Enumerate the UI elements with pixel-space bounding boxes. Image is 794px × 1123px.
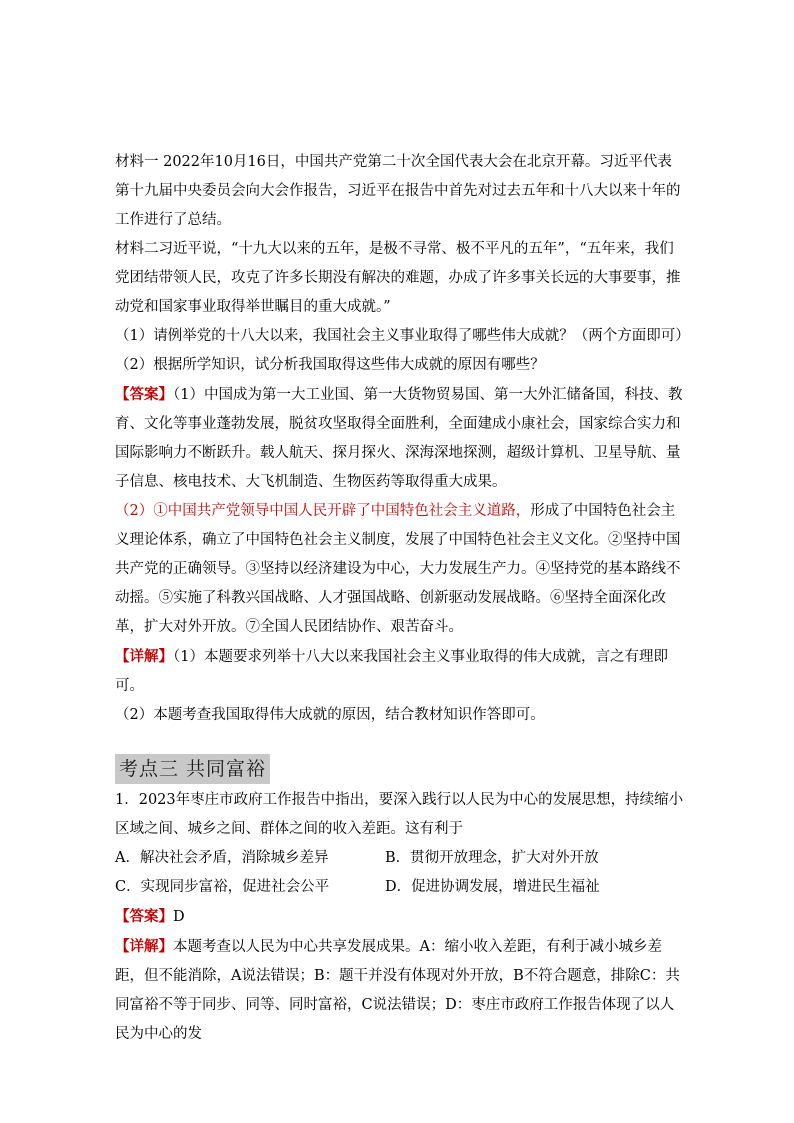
answer-two-text: 形成了中国特色社会主义理论体系，确立了中国特色社会主义制度，发展了中国特色社会主义文化。②坚持中国共产党的正确领导。③坚持以经济建设为中心，大力发展生产力。④坚持党的基本路线不动摇。⑤实施了科教兴国战略、人才强国战略、创新驱动发展战略。⑥坚持全面深化改革，扩大对外开放。⑦全国人民团结协作、艰苦奋斗。 <box>115 503 681 635</box>
section-heading: 考点三 共同富裕 <box>115 754 270 784</box>
question-text: 1．2023年枣庄市政府工作报告中指出，要深入践行以人民为中心的发展思想，持续缩小区域之间、城乡之间、群体之间的收入差距。这有利于 <box>115 792 684 837</box>
detail-one <box>115 642 685 701</box>
question-answer <box>115 902 685 932</box>
answer-one-text: （1）中国成为第一大工业国、第一大货物贸易国、第一大外汇储备国，科技、教育、文化等事业蓬勃发展，脱贫攻坚取得全面胜利，全面建成小康社会，国家综合实力和国际影响力不断跃升。载人航天、探月探火、深海深地探测，超级计算机、卫星导航、量子信息、核电技术、大飞机制造、生物医药等取得重大成果。 <box>115 387 683 490</box>
detail-tag: 【详解】 <box>115 648 173 665</box>
option-c: C．实现同步富裕，促进社会公平 <box>115 879 330 895</box>
document-page <box>115 148 690 1049</box>
question-one: （1）请例举党的十八大以来，我国社会主义事业取得了哪些伟大成就？（两个方面即可） <box>115 328 690 344</box>
option-a: A．解决社会矛盾，消除城乡差异 <box>115 850 329 866</box>
answer-two <box>115 497 685 642</box>
material-two: 材料二习近平说，“十九大以来的五年，是极不寻常、极不平凡的五年”，“五年来，我们党团结带领人民，攻克了许多长期没有解决的难题，办成了许多事关长远的大事要事，推动党和国家事业取得举世瞩目的重大成就。” <box>115 241 681 315</box>
option-d: D．促进协调发展，增进民生福祉 <box>385 879 600 895</box>
option-b: B．贯彻开放理念，扩大对外开放 <box>385 850 599 866</box>
detail-text: 本题考查以人民为中心共享发展成果。A：缩小收入差距，有利于减小城乡差距，但不能消除，A说法错误；B：题干并没有体现对外开放，B不符合题意，排除C：共同富裕不等于同步、同等、同时富裕，C说法错误；D：枣庄市政府工作报告体现了以人民为中心的发 <box>115 939 680 1042</box>
answer-tag-2: 【答案】 <box>115 908 173 925</box>
question-detail <box>115 932 685 1049</box>
answer-two-highlight: ①中国共产党领导中国人民开辟了中国特色社会主义道路， <box>153 503 531 519</box>
detail-tag-2: 【详解】 <box>115 938 173 955</box>
material-one: 材料一 2022年10月16日，中国共产党第二十次全国代表大会在北京开幕。习近平代表第十九届中央委员会向大会作报告，习近平在报告中首先对过去五年和十八大以来十年的工作进行了总结。 <box>115 154 681 228</box>
answer-two-prefix: （2） <box>115 503 154 519</box>
options-list <box>115 844 685 902</box>
question-two: （2）根据所学知识，试分析我国取得这些伟大成就的原因有哪些？ <box>115 357 545 373</box>
answer-value: D <box>173 909 185 925</box>
answer-tag: 【答案】 <box>115 386 173 403</box>
detail-two: （2）本题考查我国取得伟大成就的原因，结合教材知识作答即可。 <box>115 707 545 723</box>
answer-one <box>115 380 685 497</box>
detail-one-text: （1）本题要求列举十八大以来我国社会主义事业取得的伟大成就，言之有理即可。 <box>115 649 668 694</box>
